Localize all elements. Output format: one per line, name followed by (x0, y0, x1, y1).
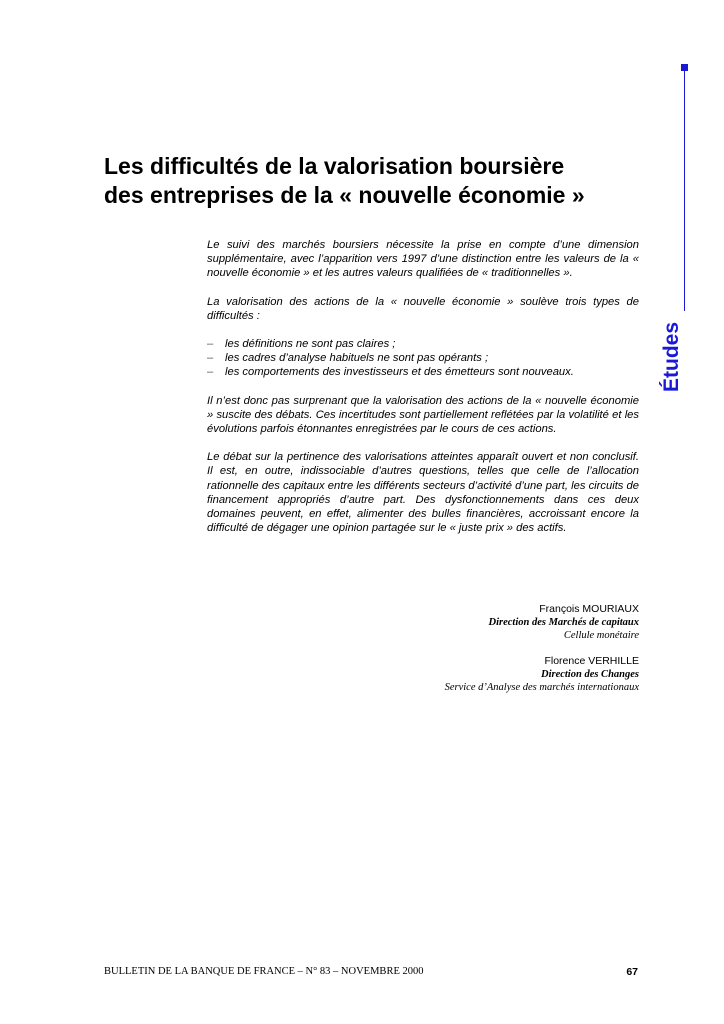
list-item (207, 351, 639, 365)
dash-bullet: – (207, 338, 214, 351)
article-title-line-2: des entreprises de la « nouvelle économie » (104, 182, 585, 208)
section-marker-square (681, 64, 688, 71)
abstract-paragraph: La valorisation des actions de la « nouvelle économie » soulève trois types de difficultés : (207, 295, 639, 322)
section-marker-line (684, 71, 685, 311)
abstract-paragraph: Le débat sur la pertinence des valorisations atteintes apparaît ouvert et non conclusif. Il est, en outre, indissociable d’autres questions, telles que celle de l’allocation rationnelle des capitaux entre les différents secteurs d’activité d’une part, les circuits de financement appropriés d’autre part. Des dysfonctionnements dans ces deux domaines peuvent, en effet, alimenter des bulles financières, accroissant encore la difficulté de dégager une opinion partagée sur le « juste prix » des actifs. (207, 451, 639, 535)
page-number: 67 (626, 966, 638, 978)
list-item-text: les cadres d’analyse habituels ne sont pas opérants ; (225, 352, 489, 365)
footer-publication: BULLETIN DE LA BANQUE DE FRANCE – N° 83 – NOVEMBRE 2000 (104, 966, 424, 977)
author-unit: Service d’Analyse des marchés internationaux (444, 682, 639, 693)
article-title-line-1: Les difficultés de la valorisation boursière (104, 153, 565, 179)
author-name: Florence VERHILLE (544, 655, 639, 667)
difficulties-list (207, 337, 639, 380)
list-item-text: les comportements des investisseurs et des émetteurs sont nouveaux. (225, 366, 574, 379)
list-item-text: les définitions ne sont pas claires ; (225, 338, 396, 351)
dash-bullet: – (207, 366, 214, 379)
author-department: Direction des Marchés de capitaux (488, 617, 639, 628)
section-label: Études (660, 321, 683, 392)
abstract (207, 238, 639, 549)
article-title (104, 152, 585, 210)
page-footer (104, 966, 638, 977)
abstract-paragraph: Il n’est donc pas surprenant que la valorisation des actions de la « nouvelle économie » suscite des débats. Ces incertitudes sont partiellement reflétées par la volatilité et les évolutions parfois étonnantes enregistrées par le cours de ces actions. (207, 394, 639, 436)
abstract-paragraph: Le suivi des marchés boursiers nécessite la prise en compte d’une dimension supplémentaire, avec l’apparition vers 1997 d’une distinction entre les valeurs de la « nouvelle économie » et les autres valeurs qualifiées de « traditionnelles ». (207, 239, 639, 280)
author-unit: Cellule monétaire (563, 630, 639, 641)
author-signature (489, 603, 640, 642)
author-department: Direction des Changes (540, 669, 639, 680)
list-item (207, 337, 639, 351)
author-name: François MOURIAUX (539, 603, 639, 615)
list-item (207, 365, 639, 379)
author-signature (445, 655, 639, 694)
dash-bullet: – (207, 352, 214, 365)
